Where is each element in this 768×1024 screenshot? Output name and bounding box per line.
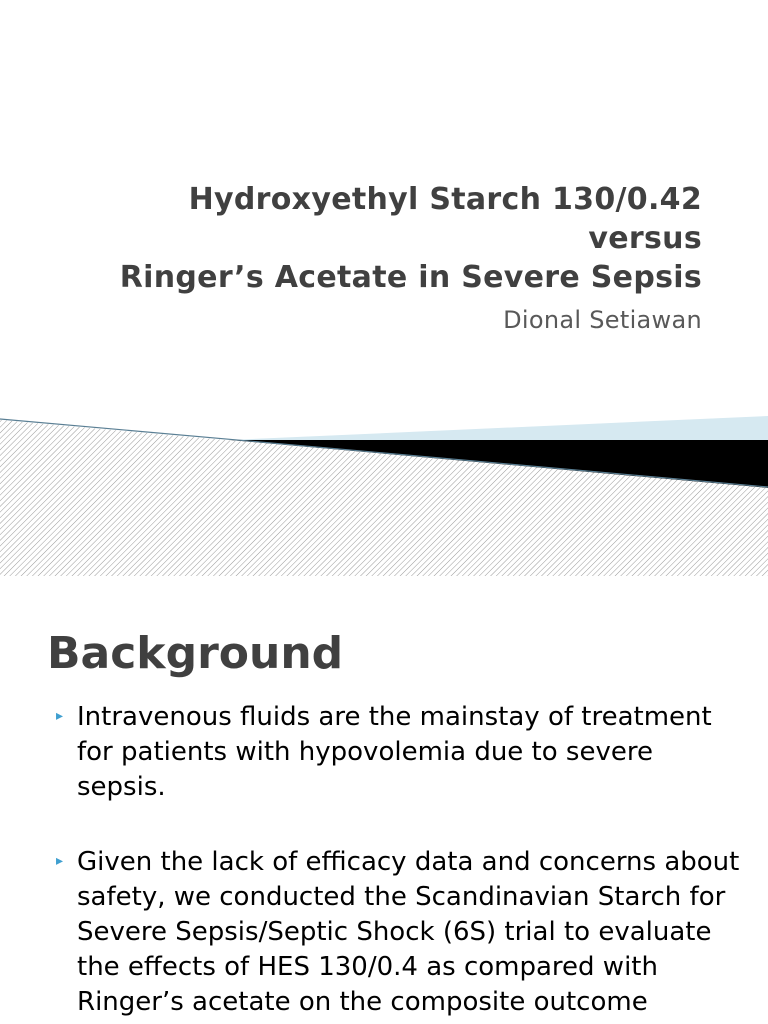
title-block [42, 180, 702, 335]
presentation-title [42, 180, 702, 297]
author-name: Dional Setiawan [503, 306, 702, 334]
triangle-bullet-icon: ▸ [56, 708, 64, 724]
triangle-bullet-icon: ▸ [56, 853, 64, 869]
title-line: Hydroxyethyl Starch 130/0.42 [188, 182, 702, 217]
list-item [56, 845, 746, 1020]
light-blue-band [230, 416, 768, 440]
title-line: versus [588, 221, 702, 256]
bullet-text: Given the lack of efficacy data and concerns about safety, we conducted the Scandinavian Starch for Severe Sepsis/Septic Shock (6S) trial to evaluate the effects of HES 130/0.4 as compared with Ringer’s acetate on the composite outcome [77, 847, 740, 1017]
background-slide [0, 576, 768, 1024]
bullet-list [56, 700, 746, 1024]
slide-heading: Background [47, 628, 344, 679]
title-line: Ringer’s Acetate in Severe Sepsis [119, 260, 702, 295]
bullet-text: Intravenous fluids are the mainstay of treatment for patients with hypovolemia due to severe sepsis. [77, 702, 712, 802]
list-item [56, 700, 746, 805]
decorative-wave-band [0, 410, 768, 576]
